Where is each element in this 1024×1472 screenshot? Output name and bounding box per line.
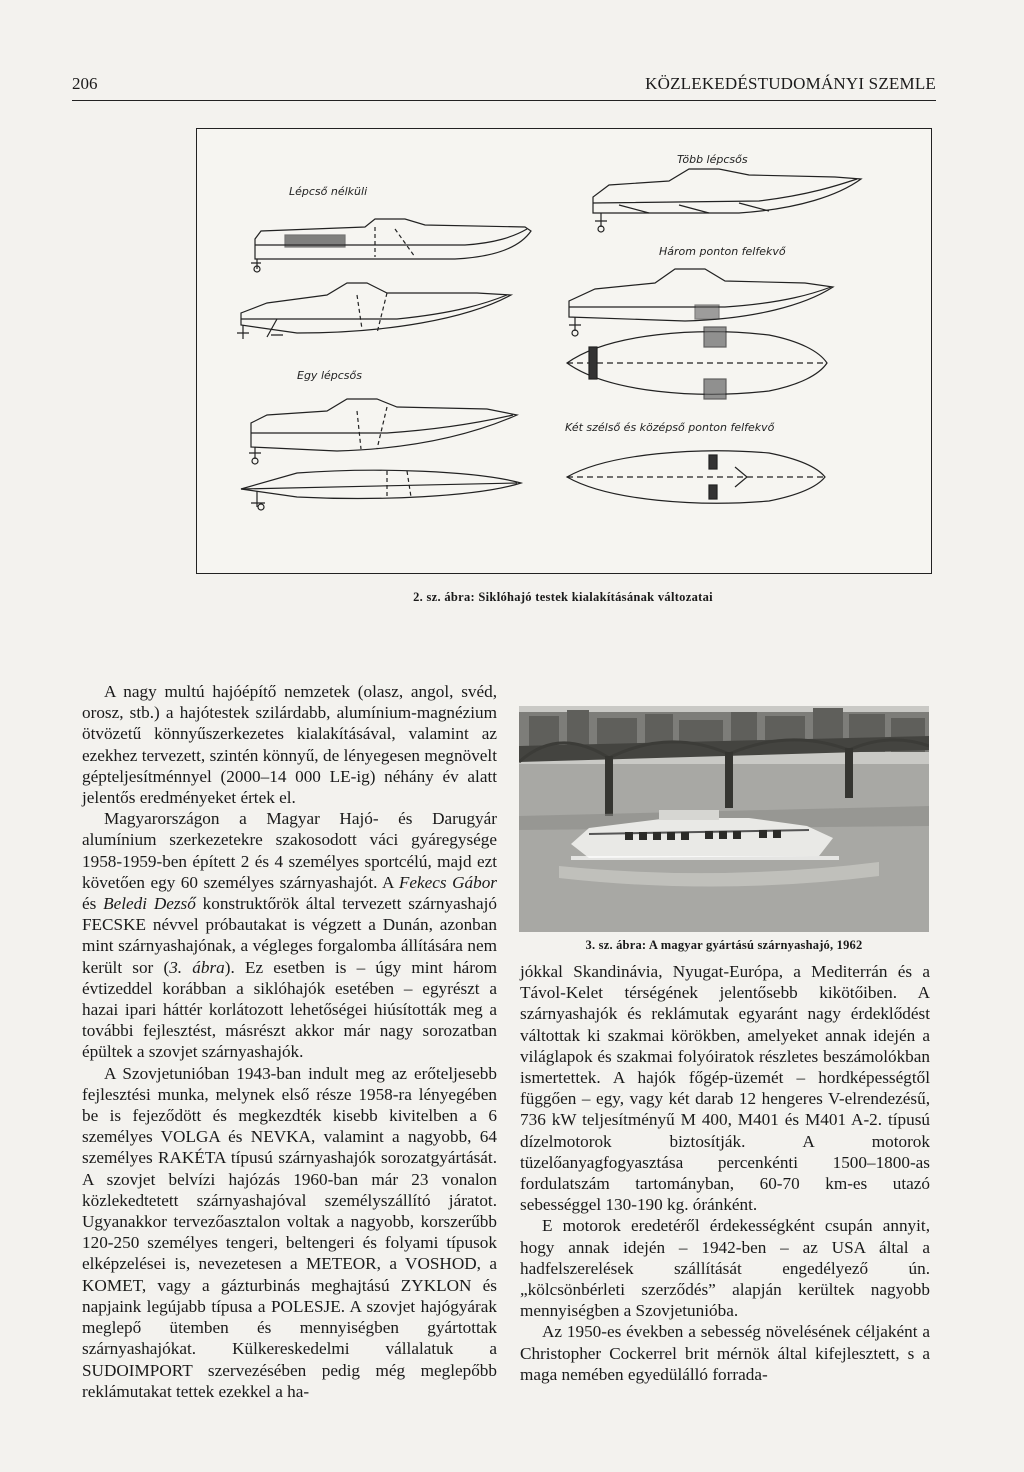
figure-3-caption: 3. sz. ábra: A magyar gyártású szárnyashajó, 1962 bbox=[585, 938, 863, 952]
label-harom-ponton: Három ponton felfekvő bbox=[659, 245, 786, 258]
label-lepcso-nelkuli: Lépcső nélküli bbox=[289, 185, 368, 198]
p2-text-c: ). Ez esetben is – úgy mint három évtizeddel korábban a siklóhajók esetében – egyrészt a hazai ipari háttér korlátozott lehetőségei hiúsították meg a további fejlesztést, másrészt akkor már nagy sorozatban épültek a szovjet szárnyashajók. bbox=[82, 957, 497, 1062]
figure-3-photo bbox=[519, 706, 929, 932]
left-column bbox=[82, 681, 497, 1402]
left-paragraph-1: A nagy multú hajóépítő nemzetek (olasz, angol, svéd, orosz, stb.) a hajótestek szilárdabb, alumínium-magnézium ötvözetű könnyűszerkezetes kialakításával, valamint az ezekhez tervezett, szintén könnyű, de lényegesen megnövelt gépteljesítménnyel (2000–14 000 LE-ig) néhány év alatt jelentős eredményeket értek el. bbox=[82, 682, 497, 808]
right-column bbox=[520, 961, 930, 1385]
p2-text-a: Magyarországon a Magyar Hajó- és Darugyár alumínium szerkezetekre szakosodott váci gyáregysége 1958-1959-ben épített 2 és 4 személyes sportcélú, majd ezt követően egy 60 személyes szárnyashajót. A bbox=[82, 809, 497, 892]
page-number: 206 bbox=[72, 74, 98, 93]
label-tobb-lepcsos: Több lépcsős bbox=[677, 153, 748, 166]
hull-side-center-top bbox=[567, 451, 825, 503]
journal-title: KÖZLEKEDÉSTUDOMÁNYI SZEMLE bbox=[645, 74, 936, 93]
p2-text-b: konstruktőrök által tervezett szárnyashajó FECSKE névvel próbautakat is végzett a Dunán, azonban mint szárnyashajónak, a végleges forgalomba állítására nem került sor ( bbox=[82, 894, 497, 977]
label-ket-szelso: Két szélső és középső ponton felfekvő bbox=[565, 421, 775, 434]
figure-2-hull-variants bbox=[196, 128, 932, 574]
right-paragraph-3: Az 1950-es években a sebesség növelésének céljaként a Christopher Cockerrel brit mérnök által kifejlesztett, s a maga nemében egyedülálló forrada- bbox=[520, 1322, 930, 1384]
page-header bbox=[72, 74, 936, 101]
p2-text-and: és bbox=[82, 894, 104, 914]
right-paragraph-1: jókkal Skandinávia, Nyugat-Európa, a Mediterrán és a Távol-Kelet térségének jelentősebb kikötőiben. A szárnyashajók és reklámutak egyaránt nagy érdeklődést váltottak ki szakmai körökben, amelyeket annak idején a világlapok és szakmai folyóiratok részletes beszámolókban ismertettek. A hajók főgép-üzemét – hordképességtől függően – egy, vagy két darab 12 hengeres V-elrendezésű, 736 kW teljesítményű M 400, M401 és M401 A-2. típusú dízelmotorok biztosítják. A motorok tüzelőanyagfogyasztása percenkénti 1500–1800-as fordulatszám tartományban, 60-70 km-es utazó sebességgel 130-190 kg. óránként. bbox=[520, 962, 930, 1215]
hull-single-step-a bbox=[237, 283, 511, 339]
hydrofoil-photo bbox=[519, 706, 929, 932]
left-paragraph-2 bbox=[82, 808, 497, 1062]
hull-three-point-top bbox=[567, 327, 827, 399]
hull-step-less bbox=[251, 219, 531, 272]
hull-multi-step bbox=[593, 169, 861, 232]
hull-three-point-side bbox=[569, 269, 833, 336]
right-paragraph-2: E motorok eredetéről érdekességként csupán annyit, hogy annak idején – 1942-ben – az USA által a hadfelszerelések szállítását engedélyező ún. „kölcsönbérleti szerződés” alapján kerültek nagyobb mennyiségben a Szovjetunióba. bbox=[520, 1216, 930, 1321]
figure-reference: 3. ábra bbox=[169, 957, 225, 977]
hull-single-step-b bbox=[249, 399, 517, 464]
designer-name-1: Fekecs Gábor bbox=[398, 872, 497, 892]
figure-2-caption: 2. sz. ábra: Siklóhajó testek kialakításának változatai bbox=[413, 590, 713, 604]
left-paragraph-3: A Szovjetunióban 1943-ban indult meg az erőteljesebb fejlesztési munka, melynek első része 1958-ra lényegében be is fejeződött és megkezdték kisebb kivitelben a 6 személyes VOLGA és NEVKA, valamint a nagyobb, 64 személyes RAKÉTA típusú szárnyashajók sorozatgyártását. A szovjet belvízi hajózás 1960-ban már 23 vonalon közlekedtetett szárnyashajóval személyszállító járatot. Ugyanakkor tervezőasztalon voltak a nagyobb, korszerűbb 120-250 személyes tengeri, beltengeri és folyami típusok elképzelései is, nevezetesen a METEOR, a VOSHOD, a KOMET, vagy a gázturbinás meghajtású ZYKLON és napjaink legújabb típusa a POLESJE. A szovjet hajógyárak meglepő ütemben és mennyiségben gyártottak szárnyashajókat. Külkereskedelmi vállalatuk a SUDOIMPORT szervezésében pedig még meglepőbb reklámutakat tettek ezekkel a ha- bbox=[82, 1063, 497, 1401]
hull-single-step-c bbox=[241, 470, 521, 510]
designer-name-2: Beledi Dezső bbox=[103, 894, 196, 914]
label-egy-lepcsos: Egy lépcsős bbox=[297, 369, 362, 382]
